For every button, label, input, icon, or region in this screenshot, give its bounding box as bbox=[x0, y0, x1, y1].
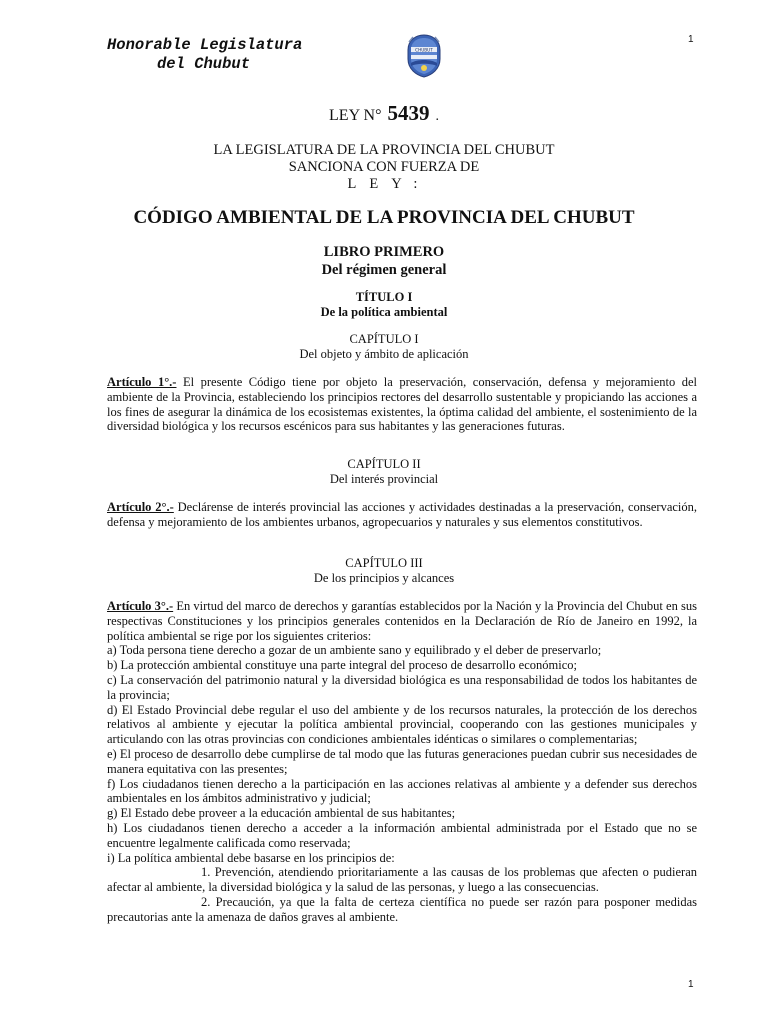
page-number-bottom: 1 bbox=[688, 979, 694, 990]
article-3 bbox=[107, 599, 697, 925]
article-label: Artículo 3°.- bbox=[107, 599, 174, 613]
article-intro: En virtud del marco de derechos y garantías establecidos por la Nación y la Provincia del Chubut en sus respectivas Constituciones y los principios generales contenidos en la Declaración de Río de Janeiro en 1992, la política ambiental se rige por los siguientes criterios: bbox=[107, 599, 697, 643]
principle-item: 2. Precaución, ya que la falta de certeza científica no puede ser razón para posponer medidas precautorias ante la amenaza de daños graves al ambiente. bbox=[107, 894, 697, 924]
book-name: Del régimen general bbox=[321, 262, 447, 278]
criterion-item: e) El proceso de desarrollo debe cumplirse de tal modo que las futuras generaciones puedan cubrir sus necesidades de manera equitativa con las presentes; bbox=[107, 746, 697, 776]
criterion-item: g) El Estado debe proveer a la educación ambiental de sus habitantes; bbox=[107, 806, 456, 821]
sanction-line3: LEY: bbox=[347, 176, 431, 192]
legislature-name-line1: Honorable Legislatura bbox=[107, 36, 303, 54]
legislature-name bbox=[107, 36, 302, 74]
chapter-heading bbox=[0, 332, 768, 362]
chapter-name: Del objeto y ámbito de aplicación bbox=[299, 347, 469, 361]
title-heading bbox=[0, 290, 768, 320]
article-1 bbox=[107, 375, 697, 434]
article-label: Artículo 1°.- bbox=[107, 375, 177, 389]
law-prefix: LEY N° bbox=[329, 107, 382, 124]
legislature-name-line2: del Chubut bbox=[157, 55, 251, 73]
criterion-item: i) La política ambiental debe basarse en los principios de: bbox=[107, 850, 395, 865]
criterion-item: c) La conservación del patrimonio natural y la diversidad biológica es una responsabilidad de todos los habitantes de la provincia; bbox=[107, 672, 697, 702]
article-text: El presente Código tiene por objeto la preservación, conservación, defensa y mejoramiento del ambiente de la Provincia, estableciendo los principios rectores del desarrollo sustentable y propiciando las acciones a los fines de asegurar la dinámica de los ecosistemas existentes, la óptima calidad del ambiente, el sostenimiento de la diversidad biológica y los recursos escénicos para sus habitantes y las generaciones futuras. bbox=[107, 375, 697, 434]
book-label: LIBRO PRIMERO bbox=[323, 244, 445, 260]
article-2 bbox=[107, 500, 697, 530]
sanction-line2: SANCIONA CON FUERZA DE bbox=[288, 159, 480, 175]
code-title: CÓDIGO AMBIENTAL DE LA PROVINCIA DEL CHUBUT bbox=[133, 207, 635, 228]
chapter-heading bbox=[0, 556, 768, 586]
article-text: Declárense de interés provincial las acciones y actividades destinadas a la preservación, conservación, defensa y mejoramiento de los ambientes urbanos, agropecuarios y naturales y sus elementos constitutivos. bbox=[107, 500, 698, 529]
sanction-formula bbox=[0, 142, 768, 193]
chapter-label: CAPÍTULO II bbox=[347, 457, 421, 471]
law-suffix: . bbox=[435, 109, 439, 124]
title-name: De la política ambiental bbox=[320, 305, 448, 319]
book-heading bbox=[0, 243, 768, 279]
chapter-name: Del interés provincial bbox=[329, 472, 439, 486]
sanction-line1: LA LEGISLATURA DE LA PROVINCIA DEL CHUBUT bbox=[213, 142, 555, 158]
chapter-name: De los principios y alcances bbox=[313, 571, 455, 585]
chapter-label: CAPÍTULO I bbox=[349, 332, 419, 346]
law-number-value: 5439 bbox=[387, 101, 430, 125]
criterion-item: b) La protección ambiental constituye una parte integral del proceso de desarrollo económico; bbox=[107, 658, 577, 673]
criterion-item: h) Los ciudadanos tienen derecho a acceder a la información ambiental administrada por el Estado que no se encuentre legalmente calificada como reservada; bbox=[107, 820, 697, 850]
chapter-heading bbox=[0, 457, 768, 487]
criterion-item: d) El Estado Provincial debe regular el uso del ambiente y de los recursos naturales, la protección de los derechos relativos al ambiente y ejecutar la política ambiental provincial, cooperando con las gestiones municipales y articulando con las otras provincias con condiciones ambientales idénticas o similares o complementarias; bbox=[107, 702, 697, 747]
law-number bbox=[0, 101, 768, 126]
chapter-label: CAPÍTULO III bbox=[345, 556, 423, 570]
title-label: TÍTULO I bbox=[355, 290, 413, 304]
article-label: Artículo 2°.- bbox=[107, 500, 174, 514]
criterion-item: a) Toda persona tiene derecho a gozar de un ambiente sano y equilibrado y el deber de preservarlo; bbox=[107, 643, 602, 658]
page-number-top: 1 bbox=[688, 34, 694, 45]
principle-item: 1. Prevención, atendiendo prioritariamente a las causas de los problemas que afecten o pudieran afectar al ambiente, la diversidad biológica y la salud de las personas, y luego a las consecuencias. bbox=[107, 865, 697, 895]
criterion-item: f) Los ciudadanos tienen derecho a la participación en las acciones relativas al ambiente y a defender sus derechos ambientales en los ámbitos administrativo y judicial; bbox=[107, 776, 697, 806]
chubut-seal-icon bbox=[405, 33, 443, 79]
svg-text:CHUBUT: CHUBUT bbox=[415, 47, 433, 53]
